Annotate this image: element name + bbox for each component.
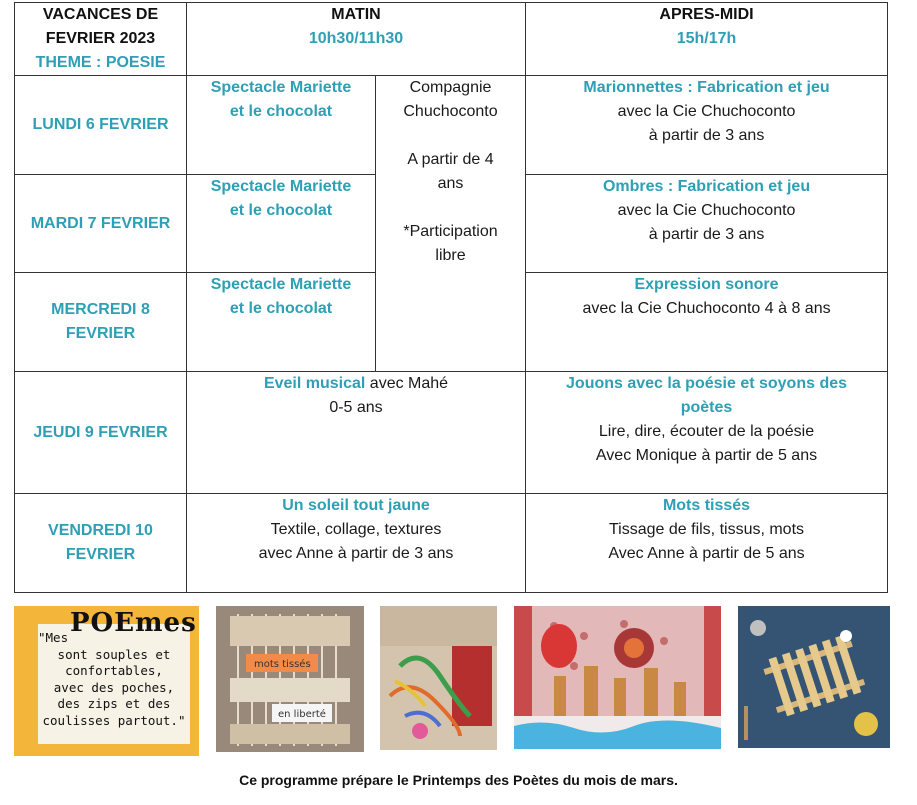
marionette-stage-photo (514, 606, 721, 749)
poem-text (34, 630, 194, 729)
poem-line: "Mes (38, 630, 69, 645)
company-participation-2: libre (435, 247, 466, 264)
footer-caption: Ce programme prépare le Printemps des Poètes du mois de mars. (239, 772, 678, 788)
header-row (15, 3, 888, 76)
company-participation: *Participation (403, 223, 498, 240)
instruments-photo (738, 606, 890, 748)
afternoon-cell (526, 175, 888, 273)
morning-with: avec Mahé (365, 375, 449, 392)
afternoon-line-2: Avec Monique à partir de 5 ans (595, 447, 818, 464)
weaving-photo (216, 606, 364, 752)
day-cell (15, 76, 187, 175)
morning-title: Spectacle Mariette (210, 79, 352, 96)
morning-age: 0-5 ans (329, 399, 383, 416)
afternoon-title: Mots tissés (662, 497, 751, 514)
afternoon-title-2: poètes (680, 399, 733, 416)
afternoon-line-2: à partir de 3 ans (648, 226, 765, 243)
poem-line: sont souples et (57, 646, 171, 662)
morning-title-2: et le chocolat (229, 202, 333, 219)
header-title-line1: VACANCES DE (42, 6, 159, 23)
morning-cell (187, 494, 526, 593)
apresmidi-title: APRES-MIDI (659, 6, 754, 23)
afternoon-line: Lire, dire, écouter de la poésie (598, 423, 815, 440)
afternoon-line: avec la Cie Chuchoconto 4 à 8 ans (582, 300, 831, 317)
matin-time: 10h30/11h30 (308, 30, 404, 47)
morning-title: Spectacle Mariette (210, 178, 352, 195)
morning-line-2: avec Anne à partir de 3 ans (258, 545, 454, 562)
poem-line: coulisses partout." (42, 712, 186, 728)
day-label: JEUDI 9 FEVRIER (33, 423, 168, 441)
company-age-2: ans (437, 175, 464, 192)
row-vendredi (15, 494, 888, 593)
afternoon-line: Tissage de fils, tissus, mots (609, 521, 805, 538)
poem-line: des zips et des (57, 696, 171, 711)
morning-title: Eveil musical (263, 375, 366, 392)
afternoon-cell (526, 494, 888, 593)
header-theme: THEME : POESIE (35, 54, 166, 71)
header-period (15, 3, 187, 76)
day-cell (15, 273, 187, 372)
weave-tag-text-2: en liberté (278, 709, 326, 720)
afternoon-line-2: Avec Anne à partir de 5 ans (608, 545, 805, 562)
day-label-2: FEVRIER (65, 325, 136, 342)
company-line: Chuchoconto (403, 103, 498, 120)
poem-line: avec des poches, (53, 679, 175, 695)
afternoon-title: Expression sonore (634, 276, 779, 293)
afternoon-cell (526, 76, 888, 175)
photo-strip (0, 606, 917, 756)
weave-tag-text: mots tissés (254, 659, 311, 670)
header-title-line2: FEVRIER 2023 (45, 30, 156, 47)
poem-title: POEmes (70, 608, 197, 638)
morning-title: Un soleil tout jaune (282, 497, 430, 514)
day-label-2: FEVRIER (65, 546, 136, 563)
day-cell (15, 494, 187, 593)
schedule-table (14, 2, 888, 593)
row-jeudi (15, 372, 888, 494)
day-label: MARDI 7 FEVRIER (30, 214, 171, 232)
day-cell (15, 175, 187, 273)
company-age: A partir de 4 (407, 151, 494, 168)
morning-line: Textile, collage, textures (270, 521, 442, 538)
afternoon-cell (526, 273, 888, 372)
morning-cell (187, 372, 526, 494)
day-cell (15, 372, 187, 494)
afternoon-title: Ombres : Fabrication et jeu (602, 178, 811, 195)
day-label: VENDREDI 10 (48, 522, 153, 539)
collage-photo (380, 606, 497, 750)
row-lundi (15, 76, 888, 175)
afternoon-line: avec la Cie Chuchoconto (617, 202, 796, 219)
afternoon-title: Marionnettes : Fabrication et jeu (583, 79, 830, 96)
day-label: LUNDI 6 FEVRIER (32, 116, 169, 133)
poem-card-image (14, 606, 199, 756)
afternoon-cell (526, 372, 888, 494)
afternoon-title: Jouons avec la poésie et soyons des (566, 375, 848, 392)
morning-title-line (191, 372, 521, 396)
morning-title: Spectacle Mariette (210, 276, 352, 293)
morning-title-2: et le chocolat (229, 103, 333, 120)
header-matin (187, 3, 526, 76)
morning-cell (187, 175, 376, 273)
afternoon-line: avec la Cie Chuchoconto (617, 103, 796, 120)
poem-line: confortables, (65, 663, 163, 678)
company-line: Compagnie (409, 79, 492, 96)
morning-cell (187, 273, 376, 372)
matin-title: MATIN (331, 6, 381, 23)
day-label: MERCREDI 8 (51, 301, 150, 318)
company-cell (376, 76, 526, 372)
morning-title-2: et le chocolat (229, 300, 333, 317)
afternoon-line-2: à partir de 3 ans (648, 127, 765, 144)
morning-cell (187, 76, 376, 175)
header-apresmidi (526, 3, 888, 76)
apresmidi-time: 15h/17h (676, 30, 737, 47)
